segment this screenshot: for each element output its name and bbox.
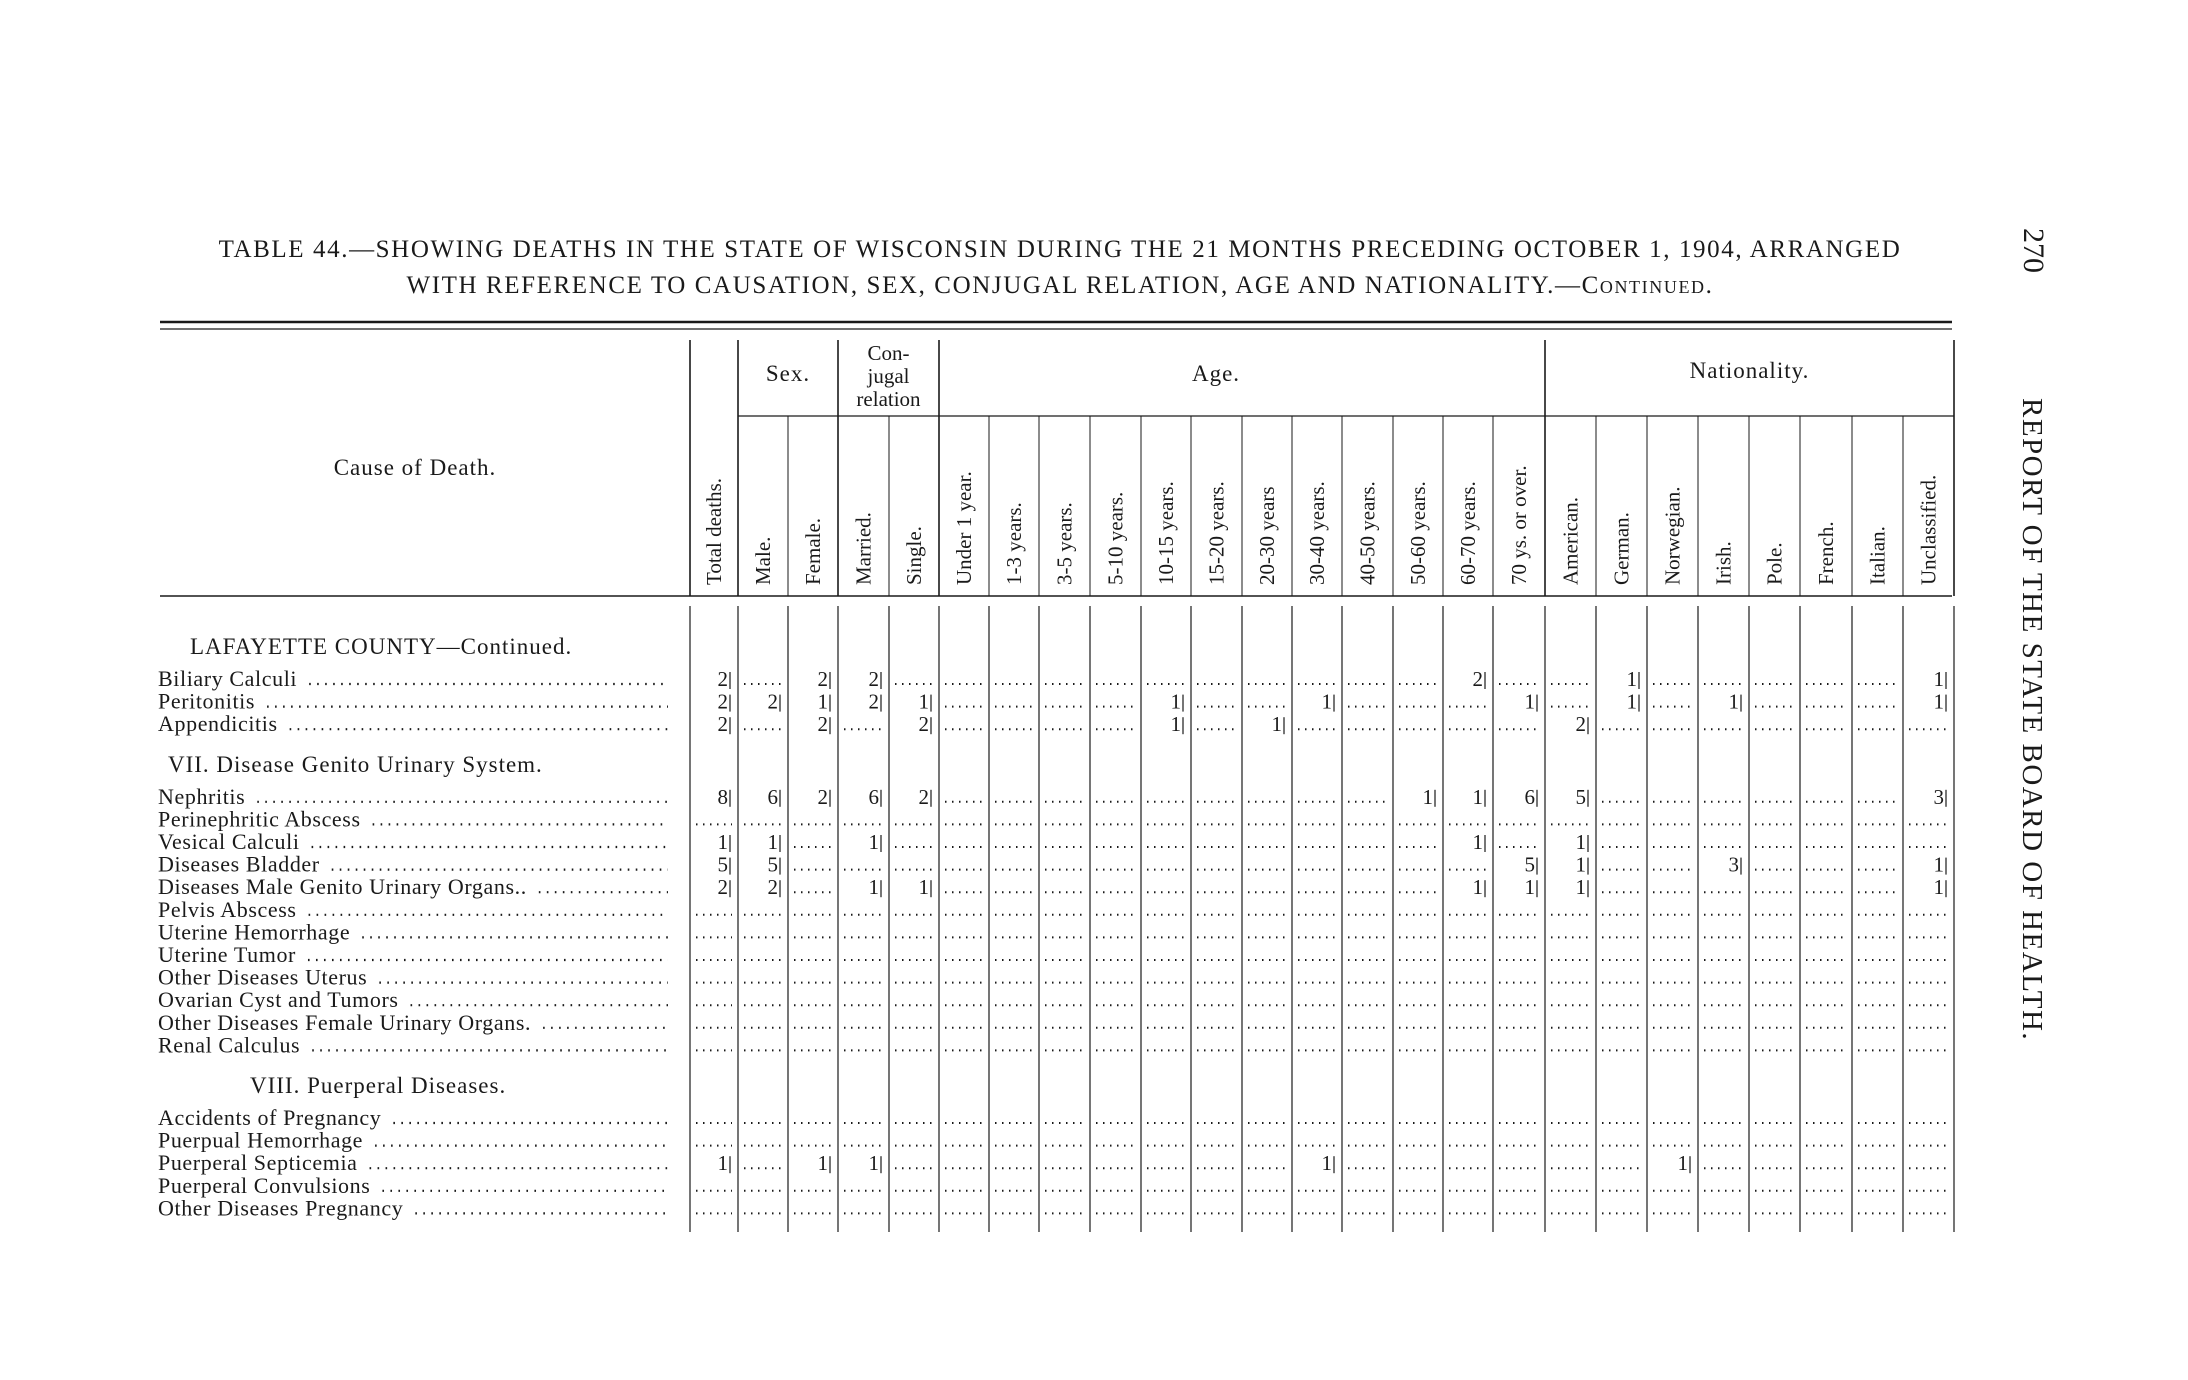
table-cell: 6 [868, 784, 879, 809]
row-label: Other Diseases Pregnancy [158, 1195, 404, 1221]
column-header: 40-50 years. [1355, 481, 1380, 585]
row-label: Puerperal Convulsions [158, 1172, 371, 1198]
row-label: Vesical Calculi [158, 829, 300, 854]
row-label: Other Diseases Uterus [158, 964, 368, 990]
column-header: German. [1609, 512, 1634, 585]
table-cell: 1 [1575, 852, 1586, 877]
table-cell: 1 [1422, 784, 1433, 809]
table-cell: 1 [1626, 689, 1637, 714]
table-cell: 1 [918, 689, 929, 714]
table-cell: 1 [1524, 689, 1535, 714]
page-number: 270 [2017, 228, 2050, 273]
table-cell: 5 [767, 852, 778, 877]
column-header: French. [1814, 521, 1838, 585]
table-cell: 3 [1933, 784, 1944, 809]
column-header: American. [1558, 496, 1583, 585]
table-cell: 1 [767, 830, 778, 854]
group-header-conjugal-line: Con- [867, 341, 910, 365]
table-cell: 1 [1626, 667, 1637, 691]
column-header: Under 1 year. [952, 471, 976, 585]
row-label: Diseases Male Genito Urinary Organs.. [158, 874, 527, 900]
table-cell: 1 [868, 875, 879, 900]
table-cell: 1 [1933, 667, 1944, 691]
table-cell: 1 [1472, 830, 1483, 854]
table-cell: 8 [717, 784, 728, 809]
row-label: Peritonitis [158, 688, 256, 714]
table-cell: 1 [1677, 1151, 1688, 1176]
table-title-line-2: WITH REFERENCE TO CAUSATION, SEX, CONJUGAL RELATION, AGE AND NATIONALITY.—Continued. [406, 272, 1714, 299]
row-label: Diseases Bladder [158, 851, 320, 877]
row-label: Pelvis Abscess [158, 896, 297, 922]
column-header: Pole. [1762, 542, 1787, 585]
table-cell: 1 [1472, 784, 1483, 809]
table-cell: 1 [1472, 875, 1483, 900]
column-header: 5-10 years. [1103, 491, 1128, 585]
stub-header-cause-of-death: Cause of Death. [333, 455, 497, 480]
group-header-conjugal-line: relation [856, 387, 921, 411]
column-header: 3-5 years. [1052, 502, 1077, 585]
table-cell: 5 [717, 852, 728, 877]
column-header: 60-70 years. [1456, 481, 1480, 585]
table-cell: 2 [868, 689, 879, 714]
column-header: 20-30 years [1255, 486, 1279, 585]
row-label: Ovarian Cyst and Tumors [158, 987, 399, 1013]
group-header-sex: Sex. [765, 361, 811, 386]
table-cell: 2 [717, 689, 728, 714]
section-heading: VII. Disease Genito Urinary System. [168, 751, 543, 777]
table-cell: 1 [868, 1151, 879, 1176]
table-cell: 2 [918, 784, 929, 809]
row-label: Nephritis [158, 783, 246, 809]
table-cell: 1 [1170, 712, 1181, 737]
column-header: Italian. [1865, 526, 1890, 585]
table-cell: 2 [868, 667, 879, 691]
group-header-nationality: Nationality. [1689, 358, 1810, 383]
table-cell: 1 [717, 830, 728, 854]
running-title: REPORT OF THE STATE BOARD OF HEALTH. [2016, 398, 2048, 1042]
table-cell: 2 [717, 875, 728, 900]
table-cell: 1 [868, 830, 879, 854]
column-header: 30-40 years. [1305, 481, 1329, 585]
group-header-conjugal-line: jugal [867, 364, 910, 388]
table-cell: 1 [1271, 712, 1282, 737]
table-cell: 1 [1575, 830, 1586, 854]
section-heading: LAFAYETTE COUNTY—Continued. [190, 634, 573, 659]
table-cell: 2 [767, 875, 778, 900]
column-header: Norwegian. [1660, 486, 1685, 585]
row-label: Uterine Tumor [158, 942, 296, 967]
table-cell: 1 [1728, 689, 1739, 714]
row-label: Accidents of Pregnancy [158, 1105, 382, 1130]
column-header: Irish. [1711, 541, 1736, 585]
column-header: 15-20 years. [1204, 481, 1229, 585]
table-cell: 1 [1170, 689, 1181, 714]
group-header-age: Age. [1191, 361, 1241, 386]
table-cell: 1 [817, 689, 828, 714]
row-label: Perinephritic Abscess [158, 806, 361, 832]
column-header: Single. [902, 526, 926, 585]
column-header: Married. [851, 512, 876, 585]
table-cell: 2 [918, 712, 929, 737]
column-header: Female. [801, 517, 825, 585]
row-label: Puerpual Hemorrhage [158, 1127, 364, 1153]
column-header: 50-60 years. [1406, 481, 1430, 585]
table-cell: 2 [817, 667, 828, 691]
table-cell: 5 [1524, 852, 1535, 877]
row-label: Appendicitis [158, 711, 278, 737]
column-header: Total deaths. [702, 478, 726, 585]
table-cell: 1 [1933, 689, 1944, 714]
table-title-line-1: TABLE 44.—SHOWING DEATHS IN THE STATE OF WISCONSIN DURING THE 21 MONTHS PRECEDING OCTOBER 1, 1904, ARRANGED [218, 236, 1902, 263]
table-cell: 2 [817, 712, 828, 737]
column-header: Unclassified. [1916, 474, 1941, 585]
row-label: Other Diseases Female Urinary Organs. [158, 1009, 532, 1035]
row-label: Biliary Calculi [158, 666, 298, 691]
table-cell: 5 [1575, 784, 1586, 809]
table-cell: 2 [767, 689, 778, 714]
table-cell: 2 [1575, 712, 1586, 737]
table-cell: 1 [1933, 852, 1944, 877]
table-cell: 1 [817, 1151, 828, 1176]
table-cell: 2 [817, 784, 828, 809]
section-heading: VIII. Puerperal Diseases. [250, 1073, 507, 1098]
table-cell: 6 [767, 784, 778, 809]
table-cell: 2 [717, 667, 728, 691]
column-header: 10-15 years. [1154, 481, 1178, 585]
row-label: Uterine Hemorrhage [158, 919, 351, 945]
table-cell: 1 [1321, 1151, 1332, 1176]
column-header: 1-3 years. [1002, 502, 1026, 585]
column-header: 70 ys. or over. [1507, 465, 1531, 585]
row-label: Puerperal Septicemia [158, 1150, 358, 1176]
table-cell: 1 [1524, 875, 1535, 900]
table-cell: 1 [1575, 875, 1586, 900]
table-cell: 6 [1524, 784, 1535, 809]
table-cell: 1 [1933, 875, 1944, 900]
table-cell: 1 [1321, 689, 1332, 714]
table-cell: 1 [717, 1151, 728, 1176]
table-cell: 3 [1728, 852, 1739, 877]
table-cell: 2 [717, 712, 728, 737]
row-label: Renal Calculus [158, 1032, 301, 1058]
table-cell: 1 [918, 875, 929, 900]
column-header: Male. [751, 536, 775, 585]
table-cell: 2 [1472, 667, 1483, 691]
